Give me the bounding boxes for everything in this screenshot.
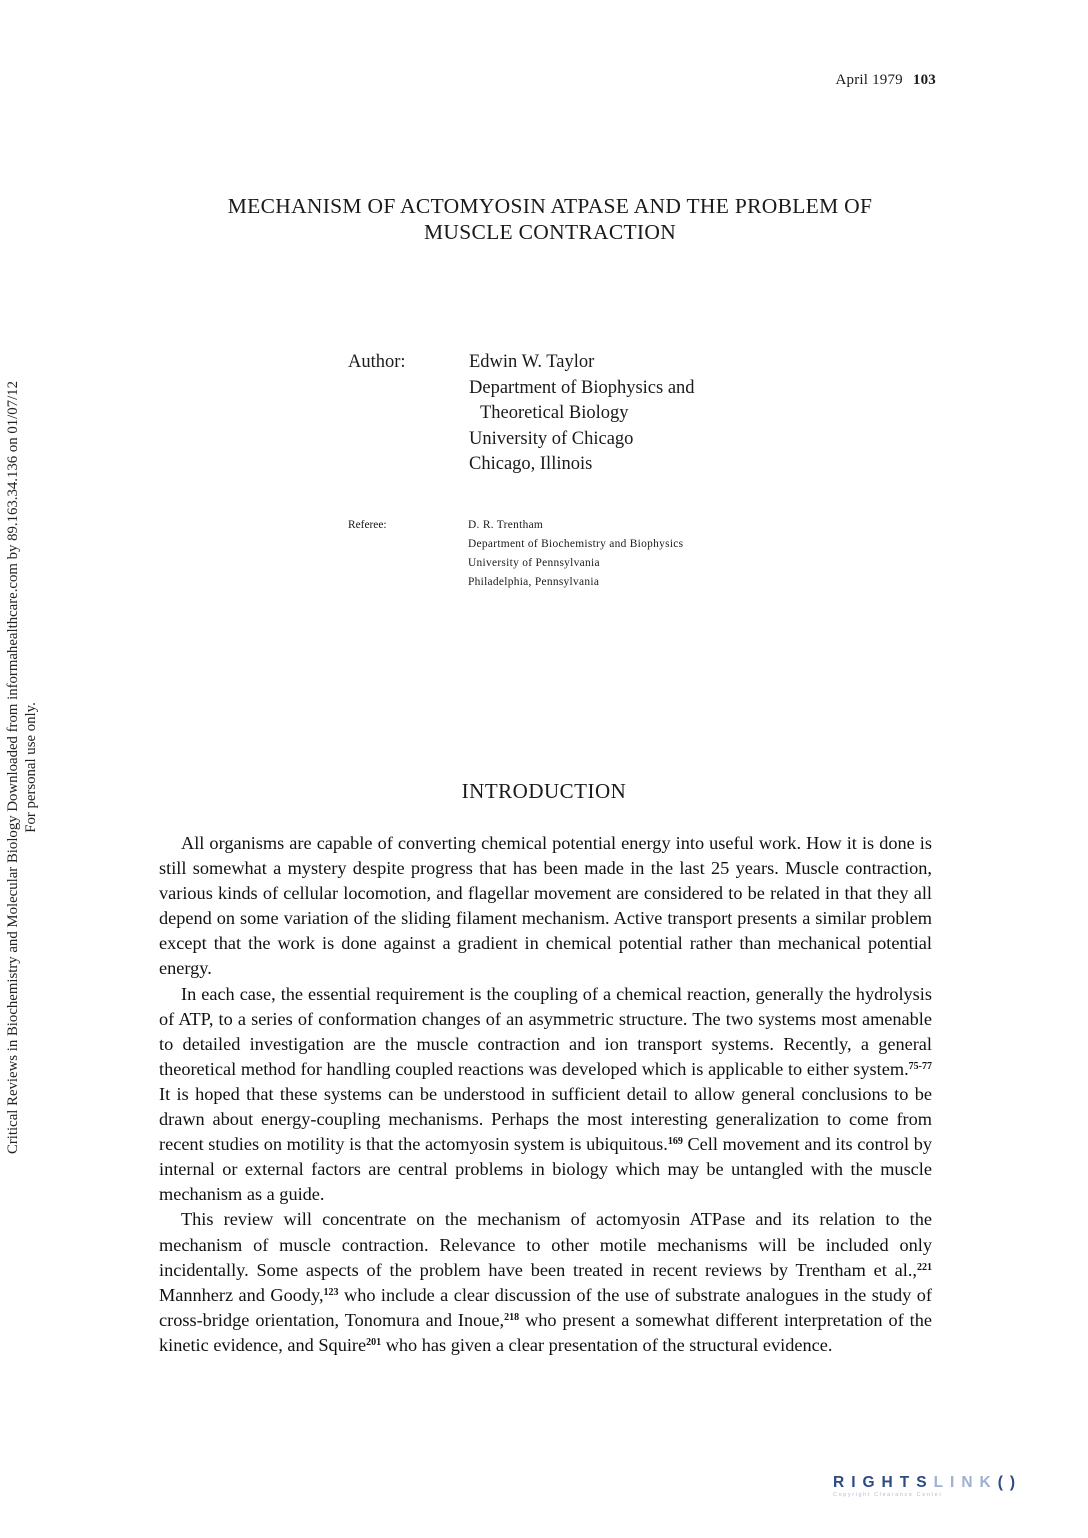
- author-department-cont: Theoretical Biology: [480, 403, 629, 423]
- watermark-line-2: For personal use only.: [23, 702, 39, 833]
- header-date: April 1979: [835, 72, 903, 88]
- referee-location: Philadelphia, Pennsylvania: [468, 576, 600, 588]
- citation-superscript: 123: [323, 1286, 339, 1298]
- watermark-line-1: Critical Reviews in Biochemistry and Molecular Biology Downloaded from informahealthcare.com by 89.163.34.136 on 01/07/12: [5, 381, 21, 1154]
- paragraph-3-text-c: who include a clear discussion of the use of substrate analogues in the study of cross-bridge orientation, Tonomura and Inoue,: [159, 1284, 932, 1330]
- paragraph-2-text-c: Cell movement and its control by internal or external factors are central problems in biology which may be untangled with the muscle mechanism as a guide.: [159, 1134, 932, 1205]
- article-title: [100, 193, 1000, 245]
- page-number: 103: [912, 72, 936, 88]
- rightslink-logo: [833, 1474, 1043, 1510]
- paragraph-3: [159, 1207, 932, 1358]
- title-line-1: MECHANISM OF ACTOMYOSIN ATPASE AND THE PROBLEM OF: [227, 194, 873, 218]
- author-university: University of Chicago: [469, 428, 634, 449]
- download-watermark: [0, 330, 40, 1205]
- author-label: Author:: [348, 352, 406, 372]
- section-heading: INTRODUCTION: [461, 779, 627, 803]
- logo-word-link: LINK: [933, 1474, 998, 1491]
- referee-university: University of Pennsylvania: [468, 557, 600, 569]
- author-name: Edwin W. Taylor: [469, 352, 595, 372]
- referee-department: Department of Biochemistry and Biophysics: [468, 538, 684, 550]
- logo-word-rights: RIGHTS: [833, 1474, 934, 1491]
- author-department: Department of Biophysics and: [469, 377, 695, 398]
- citation-superscript: 201: [366, 1336, 382, 1348]
- paragraph-3-text-a: This review will concentrate on the mechanism of actomyosin ATPase and its relation to the mechanism of muscle contraction. Relevance to other motile mechanisms will be included only incidentally. Some aspects of the problem have been treated in recent reviews by Trentham et al.,: [159, 1209, 932, 1280]
- citation-superscript: 218: [504, 1311, 520, 1323]
- title-line-2: MUSCLE CONTRACTION: [423, 220, 677, 244]
- citation-superscript: 75-77: [908, 1060, 932, 1072]
- referee-name: D. R. Trentham: [468, 519, 544, 531]
- paragraph-2: [159, 982, 932, 1208]
- citation-superscript: 221: [917, 1261, 932, 1273]
- referee-label: Referee:: [348, 519, 387, 531]
- paragraph-3-text-e: who has given a clear presentation of the structural evidence.: [381, 1334, 833, 1355]
- logo-subtitle: Copyright Clearance Center: [833, 1492, 943, 1498]
- citation-superscript: 169: [667, 1136, 683, 1148]
- logo-symbol-icon: (): [997, 1474, 1023, 1491]
- introduction-body: [159, 831, 932, 1358]
- paragraph-3-text-b: Mannherz and Goody,: [159, 1284, 324, 1305]
- paragraph-1: All organisms are capable of converting chemical potential energy into useful work. How it is done is still somewhat a mystery despite progress that has been made in the last 25 years. Muscle contraction, various kinds of cellular locomotion, and flagellar movement are considered to be related in that they all depend on some variation of the sliding filament mechanism. Active transport presents a similar problem except that the work is done against a gradient in chemical potential rather than mechanical potential energy.: [159, 833, 932, 979]
- paragraph-3-text-d: who present a somewhat different interpretation of the kinetic evidence, and Squire: [159, 1309, 932, 1355]
- author-location: Chicago, Illinois: [469, 454, 593, 474]
- paragraph-2-text-a: In each case, the essential requirement is the coupling of a chemical reaction, generally the hydrolysis of ATP, to a series of conformation changes of an asymmetric structure. The two systems most amenable to detailed investigation are the muscle contraction and ion transport systems. Recently, a general theoretical method for handling coupled reactions was developed which is applicable to either system.: [159, 983, 932, 1079]
- paragraph-2-text-b: It is hoped that these systems can be understood in sufficient detail to allow general conclusions to be drawn about energy-coupling mechanisms. Perhaps the most interesting generalization to come from recent studies on motility is that the actomyosin system is ubiquitous.: [159, 1083, 932, 1155]
- running-header: [835, 72, 936, 89]
